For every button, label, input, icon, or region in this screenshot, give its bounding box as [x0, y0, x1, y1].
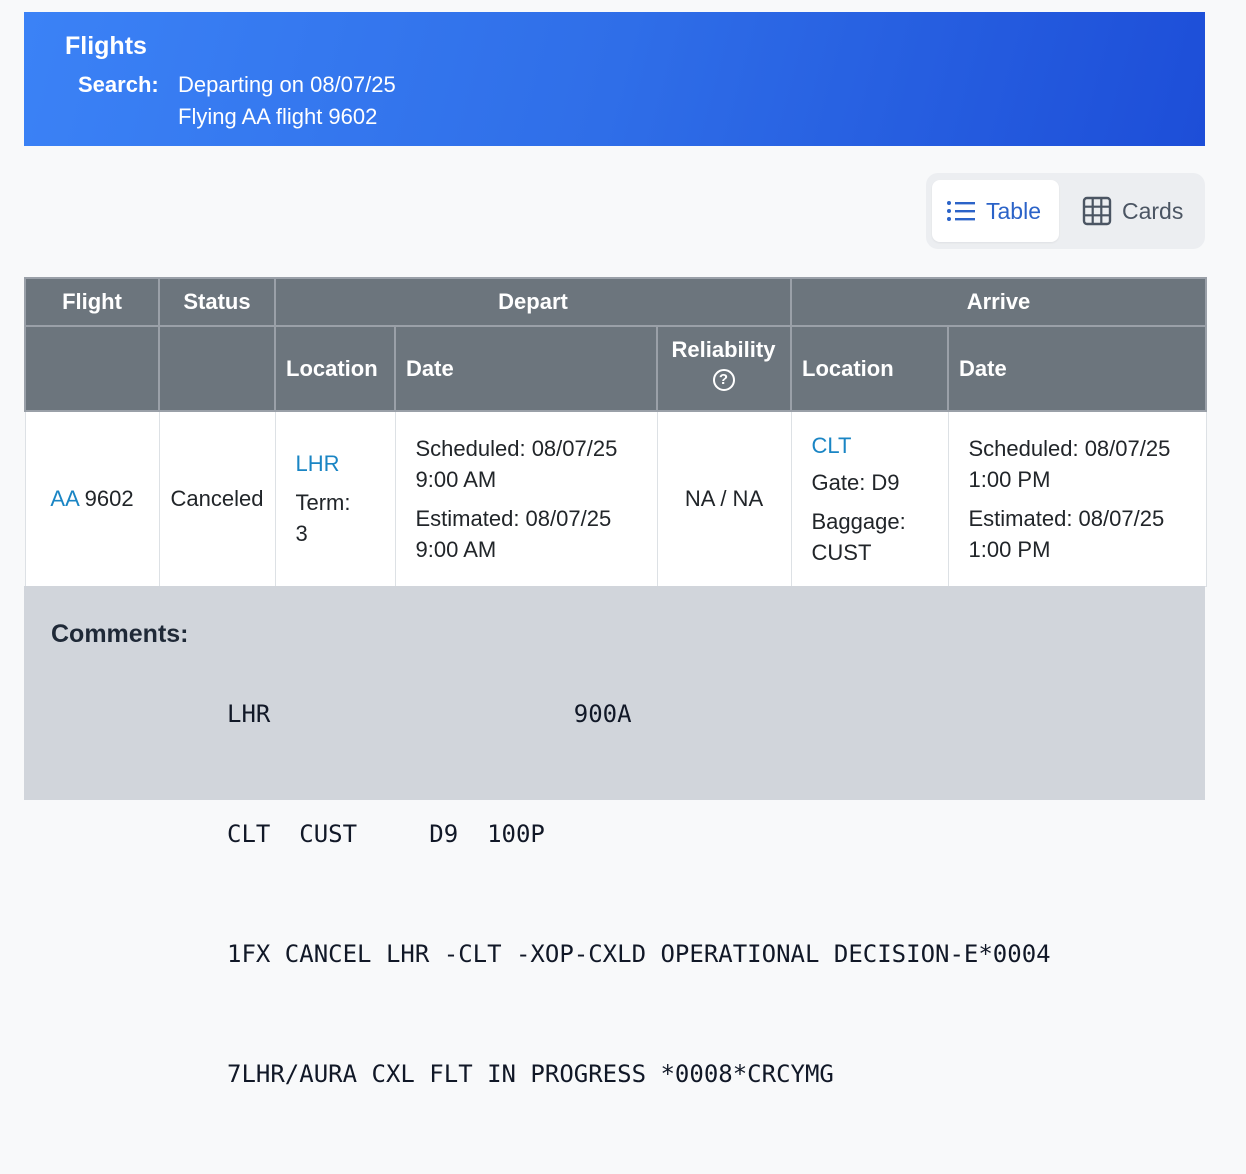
- search-departing-date: Departing on 08/07/25: [178, 72, 396, 97]
- cell-reliability: NA / NA: [657, 411, 791, 586]
- comment-line: LHR 900A: [227, 700, 632, 728]
- arrive-gate: Gate: D9: [811, 469, 900, 495]
- comment-line: CLT CUST D9 100P: [227, 820, 545, 848]
- table-view-button[interactable]: [932, 180, 1059, 242]
- search-label: Search:: [78, 72, 159, 97]
- flights-table: [24, 277, 1207, 587]
- header-arrive-date: Date: [948, 326, 1206, 411]
- header-depart: Depart: [275, 278, 791, 326]
- arrive-estimated: Estimated: 08/07/25 1:00 PM: [968, 505, 1165, 562]
- page-title: Flights: [65, 32, 147, 60]
- header-reliability: [657, 326, 791, 411]
- depart-terminal: 3: [295, 521, 308, 547]
- comments-label: Comments:: [51, 620, 189, 648]
- header-depart-location: Location: [275, 326, 395, 411]
- help-icon[interactable]: ?: [713, 369, 735, 391]
- arrive-baggage-label: Baggage:: [811, 508, 906, 534]
- view-toggle: [926, 173, 1205, 249]
- arrive-scheduled: Scheduled: 08/07/25 1:00 PM: [968, 435, 1171, 492]
- cards-view-label: Cards: [1122, 197, 1184, 224]
- reliability-label: Reliability: [671, 337, 776, 362]
- arrive-baggage: CUST: [811, 539, 872, 565]
- header-depart-date: Date: [395, 326, 657, 411]
- depart-airport-link[interactable]: LHR: [295, 451, 340, 477]
- cell-arrive-date: [948, 411, 1206, 586]
- header-arrive-location: Location: [791, 326, 948, 411]
- comments-panel: [24, 586, 1205, 1088]
- arrive-airport-link[interactable]: CLT: [811, 432, 852, 458]
- grid-icon: [1082, 196, 1112, 226]
- comment-line: 1FX CANCEL LHR -CLT -XOP-CXLD OPERATIONAL DECISION-E*0004: [227, 940, 1051, 968]
- search-flight-number: Flying AA flight 9602: [178, 104, 378, 129]
- table-row: [25, 411, 1206, 586]
- header-status-empty: [159, 326, 275, 411]
- cell-depart-location: [275, 411, 395, 586]
- cell-status: Canceled: [159, 411, 275, 586]
- airline-link[interactable]: AA: [50, 486, 79, 512]
- depart-terminal-label: Term:: [295, 490, 351, 516]
- list-icon: [946, 199, 976, 223]
- cell-arrive-location: [791, 411, 948, 586]
- depart-scheduled: Scheduled: 08/07/25 9:00 AM: [415, 435, 618, 492]
- cell-depart-date: [395, 411, 657, 586]
- flight-number: 9602: [84, 486, 134, 512]
- comments-text: [227, 614, 1051, 1174]
- table-view-label: Table: [986, 197, 1041, 224]
- header-status: Status: [159, 278, 275, 326]
- cards-view-button[interactable]: [1076, 180, 1201, 242]
- header-arrive: Arrive: [791, 278, 1206, 326]
- depart-estimated: Estimated: 08/07/25 9:00 AM: [415, 505, 612, 562]
- flights-header: [24, 12, 1205, 146]
- header-flight: Flight: [25, 278, 159, 326]
- header-flight-empty: [25, 326, 159, 411]
- cell-flight: [25, 411, 159, 586]
- comment-line: 7LHR/AURA CXL FLT IN PROGRESS *0008*CRCYMG: [227, 1060, 834, 1088]
